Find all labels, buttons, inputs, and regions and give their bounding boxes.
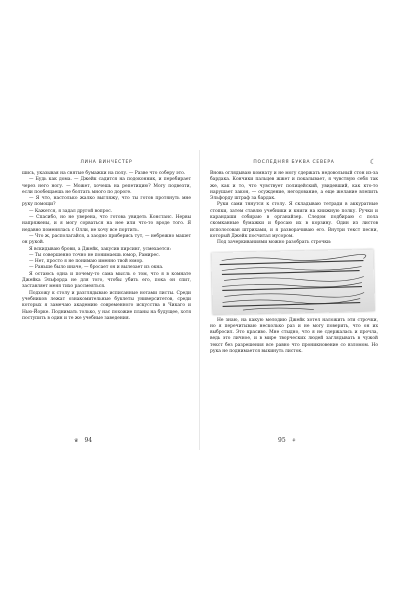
paragraph: — Я что, настолько жалко выгляжу, что ты готов протянуть мне руку помощи? [22, 196, 191, 208]
running-head-title: ПОСЛЕДНЯЯ БУКВА СЕВЕРА [253, 160, 335, 165]
crumpled-note-illustration [211, 249, 374, 314]
right-page-body-bottom [210, 318, 378, 356]
paragraph: — Раньше было иначе, — бросает он и вылезает из окна. [29, 265, 164, 271]
page-number: 95 [278, 437, 286, 444]
paragraph: Под зачеркиваниями можно разобрать строчки: [217, 240, 332, 246]
page-number: 94 [84, 437, 93, 444]
left-page-body [22, 171, 191, 322]
paragraph: шись, указывая на снятые бумажки на полу. — Разве что соберу это. [22, 171, 186, 176]
right-folio [278, 437, 296, 444]
paragraph: Не знаю, на какую мелодию Джейк хотел наложить эти строчки, но я перечитываю несколько раз и не могу поверить, что он их выбросил. Это красиво. Мне стыдно, что я не сдержалась и прочла, ведь это личное, и в мире творческих людей заглядывать в чужой текст без разрешения все равно что проникновение со взломом. Но рука не поднимается выкинуть листок. [210, 317, 378, 355]
paragraph: Подхожу к столу и разглядываю исписанные нотами листы. Среди учебников лежат ознакомительные буклеты университетов, среди которых я замечаю академию современного искусства в Чикаго и Нью-Йорке. Поднимать только, у нас похожие планы на будущее, хотя поступить в один и те же учебные заведения. [22, 290, 191, 321]
book-spread [14, 150, 386, 450]
paragraph: — Кажется, я задал другой вопрос. [29, 208, 113, 214]
paragraph: Руки сами тянутся к столу. Я складываю тетради в аккуратные стопки, затем ставлю учебники и книги на книжную полку. Ручки и карандаши собираю в органайзер. Следом подбираю с пола скомканные бумажки и бросаю их в корзину. Один из листов исполосован штрихами, и я разворачиваю его. Внутри текст песни, который Джейк посчитал мусором. [210, 202, 378, 239]
left-page [14, 150, 200, 450]
right-page-body-top [210, 171, 378, 247]
scribbled-handwriting-icon [211, 249, 374, 314]
running-head-author: ЛИНА ВИНЧЕСТЕР [80, 160, 133, 165]
paragraph: Вновь оглядываю комнату и не могу сдержать недовольный стон из-за бардака. Кончики пальцев жжет и покалывает, я чувствую себя так же, как и то, что чувствует полицейский, увидевший, как кто-то нарушает закон, — осуждение, негодование, а еще желание влепить Эльфорду штраф за бардак. [210, 171, 378, 202]
paragraph: — Нет, просто я не понимаю именно твой юмор. [29, 259, 144, 265]
paragraph: — Что ж, располагайся, а заодно приберись тут, — небрежно машет он рукой. [22, 233, 191, 246]
crown-ornament-icon: ♛ [74, 437, 79, 444]
paragraph: — Спасибо, но не уверена, что готова увидеть Констанс. Нервы напряжены, и я могу сорваться на нее или что-то вроде того. Я недавно поменялась с Олли, не хочу все портить. [22, 215, 191, 233]
paragraph: — Ты совершенно точно не понимаешь юмор, Рамирес. [29, 252, 160, 258]
sprout-ornament-icon: ⚘ [291, 437, 297, 444]
left-folio [74, 437, 92, 444]
right-page [200, 150, 386, 450]
paragraph: — Будь как дома. — Джейк садится на подоконник, и перебирает через него ногу. — Может, хочешь на репетицию? Могу подвезти, если пообещаешь не болтать много по дороге. [22, 177, 191, 195]
paragraph: Я остаюсь одна и почему-то сама мысль о том, что я в комнате Джейка Эльфорда не для того, чтобы убить его, пока он спит, заставляет меня тихо рассмеяться. [22, 271, 191, 290]
crescent-moon-icon: ☾ [369, 158, 376, 166]
paragraph: Я вскидываю брови, а Джейк, закусив пирсинг, усмехается: [29, 246, 172, 252]
